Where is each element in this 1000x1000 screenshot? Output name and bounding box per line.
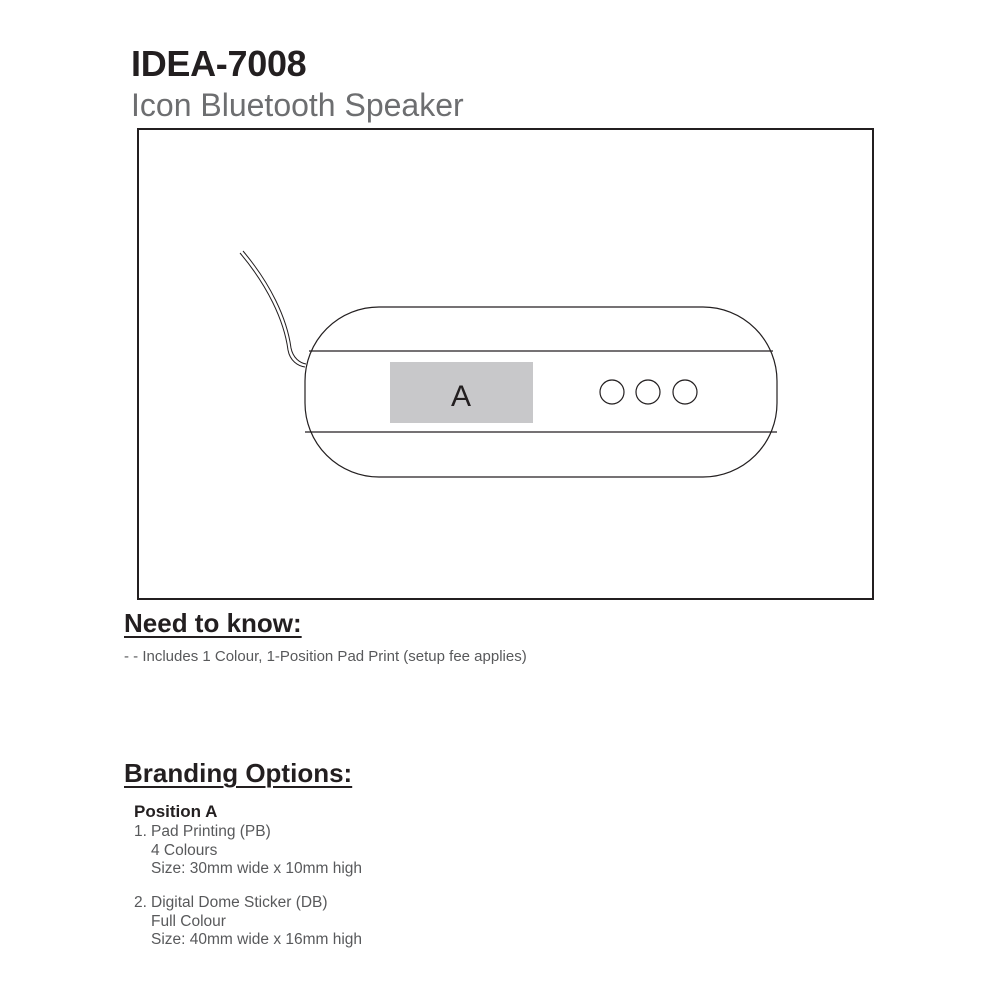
product-code: IDEA-7008 [131, 43, 307, 84]
option-method: Pad Printing (PB) [151, 823, 271, 840]
need-to-know-heading: Need to know: [124, 608, 302, 638]
option-colours: Full Colour [151, 912, 226, 930]
position-a-title: Position A [134, 802, 218, 821]
speaker-button-3 [673, 380, 697, 404]
option-number: 2. [134, 894, 147, 911]
speaker-body [305, 307, 777, 477]
speaker-button-2 [636, 380, 660, 404]
option-method: Digital Dome Sticker (DB) [151, 894, 328, 911]
option-size: Size: 40mm wide x 16mm high [151, 931, 363, 948]
product-name: Icon Bluetooth Speaker [131, 87, 464, 123]
branding-options-heading: Branding Options: [124, 758, 353, 788]
need-to-know-note: - - Includes 1 Colour, 1-Position Pad Print (setup fee applies) [124, 648, 527, 665]
branding-option-dome-sticker [134, 894, 362, 950]
speaker-strap [240, 253, 305, 367]
product-drawing-frame [137, 128, 874, 600]
speaker-button-1 [600, 380, 624, 404]
speaker-line-drawing [139, 130, 872, 598]
option-number: 1. [134, 823, 147, 840]
speaker-strap-inner [243, 251, 306, 364]
branding-option-pad-printing [134, 823, 362, 879]
option-colours: 4 Colours [151, 841, 218, 859]
option-size: Size: 30mm wide x 10mm high [151, 860, 363, 877]
print-area-a-label: A [450, 380, 472, 413]
